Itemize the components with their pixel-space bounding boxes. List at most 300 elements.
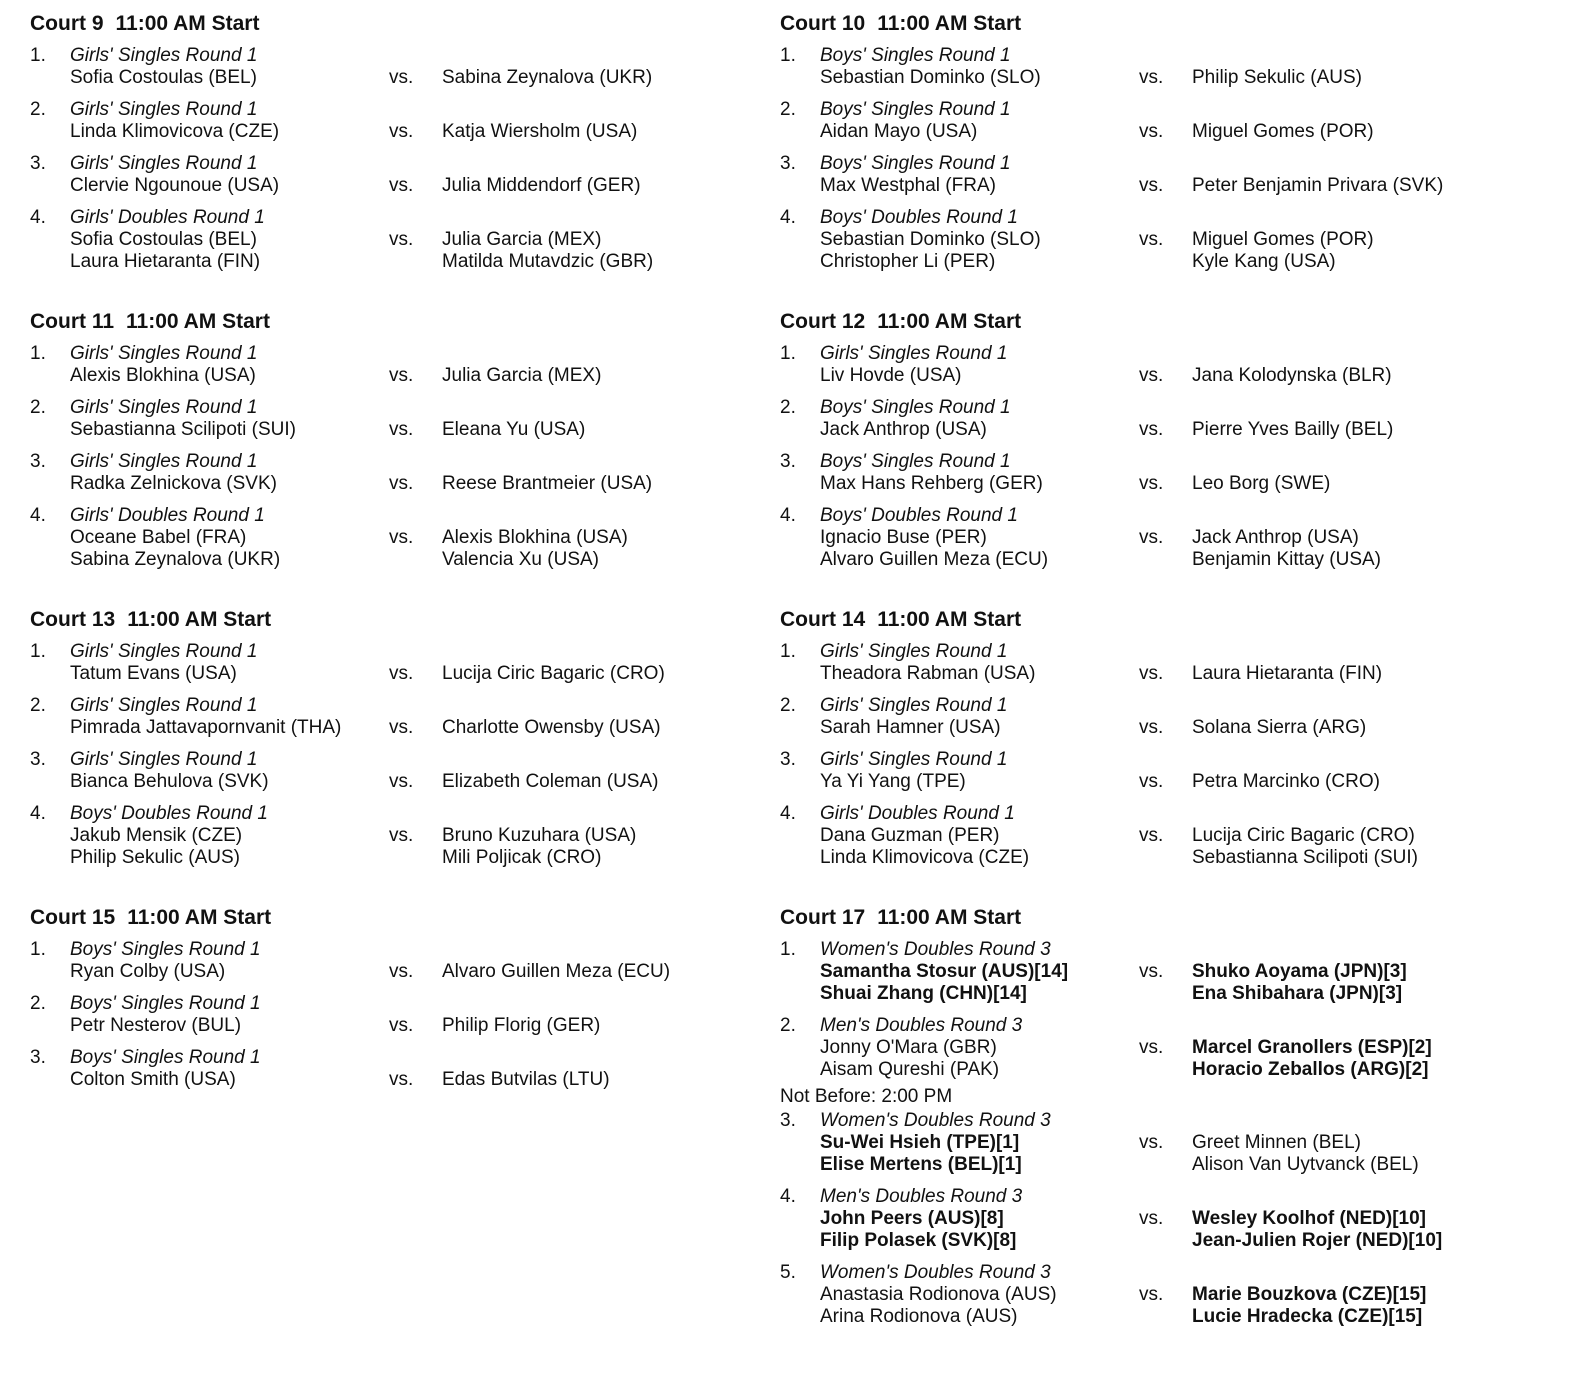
- player-right: Kyle Kang (USA): [1192, 251, 1336, 272]
- player-right: Leo Borg (SWE): [1192, 473, 1331, 494]
- player-right: Jack Anthrop (USA): [1192, 527, 1359, 548]
- player-row: [780, 527, 1520, 549]
- player-left: Alexis Blokhina (USA): [70, 365, 256, 386]
- player-left: Colton Smith (USA): [70, 1069, 236, 1090]
- player-right: Jean-Julien Rojer (NED)[10]: [1192, 1230, 1443, 1251]
- player-right: Lucie Hradecka (CZE)[15]: [1192, 1306, 1423, 1327]
- versus-label: vs.: [389, 825, 414, 846]
- match-item: [30, 45, 770, 89]
- match-header: [30, 99, 770, 121]
- player-left: Samantha Stosur (AUS)[14]: [820, 961, 1069, 982]
- player-left: Max Hans Rehberg (GER): [820, 473, 1043, 494]
- player-left: Arina Rodionova (AUS): [820, 1306, 1018, 1327]
- player-left: Tatum Evans (USA): [70, 663, 237, 684]
- match-header: [30, 641, 770, 663]
- player-left: Su-Wei Hsieh (TPE)[1]: [820, 1132, 1020, 1153]
- match-item: [780, 749, 1520, 793]
- player-row: [30, 365, 770, 387]
- court-name: Court 12: [780, 310, 866, 333]
- match-number: 4.: [30, 207, 46, 228]
- match-item: [780, 803, 1520, 869]
- player-right: Benjamin Kittay (USA): [1192, 549, 1382, 570]
- match-item: [30, 99, 770, 143]
- match-item: [30, 1047, 770, 1091]
- player-row: [30, 663, 770, 685]
- match-item: [780, 99, 1520, 143]
- versus-label: vs.: [389, 365, 414, 386]
- player-left: Clervie Ngounoue (USA): [70, 175, 280, 196]
- versus-label: vs.: [1139, 419, 1164, 440]
- player-row: [780, 121, 1520, 143]
- player-left: Sebastianna Scilipoti (SUI): [70, 419, 296, 440]
- player-left: Aisam Qureshi (PAK): [820, 1059, 1000, 1080]
- player-right: Jana Kolodynska (BLR): [1192, 365, 1392, 386]
- match-item: [780, 1186, 1520, 1252]
- versus-label: vs.: [389, 175, 414, 196]
- court-title: [30, 605, 770, 635]
- match-number: 1.: [780, 641, 796, 662]
- player-row: [780, 1132, 1520, 1154]
- court-section-court-17: [780, 903, 1520, 1338]
- versus-label: vs.: [1139, 121, 1164, 142]
- match-header: [780, 1186, 1520, 1208]
- match-round: Girls' Singles Round 1: [820, 695, 1008, 716]
- player-row: [780, 175, 1520, 197]
- player-left: Sabina Zeynalova (UKR): [70, 549, 281, 570]
- match-round: Women's Doubles Round 3: [820, 939, 1051, 960]
- versus-label: vs.: [1139, 825, 1164, 846]
- match-number: 3.: [780, 451, 796, 472]
- match-round: Girls' Singles Round 1: [70, 749, 258, 770]
- player-right: Ena Shibahara (JPN)[3]: [1192, 983, 1403, 1004]
- match-round: Men's Doubles Round 3: [820, 1015, 1023, 1036]
- player-row: [30, 175, 770, 197]
- player-left: Sebastian Dominko (SLO): [820, 67, 1041, 88]
- player-left: Jakub Mensik (CZE): [70, 825, 243, 846]
- player-row: [780, 1230, 1520, 1252]
- match-header: [780, 1110, 1520, 1132]
- match-item: [30, 207, 770, 273]
- player-left: Ya Yi Yang (TPE): [820, 771, 966, 792]
- player-row: [30, 961, 770, 983]
- match-round: Boys' Doubles Round 1: [70, 803, 268, 824]
- player-left: Aidan Mayo (USA): [820, 121, 978, 142]
- court-section-court-14: [780, 605, 1520, 879]
- player-left: Alvaro Guillen Meza (ECU): [820, 549, 1049, 570]
- match-item: [780, 153, 1520, 197]
- match-item: [30, 397, 770, 441]
- match-header: [780, 695, 1520, 717]
- match-header: [780, 45, 1520, 67]
- match-item: [30, 641, 770, 685]
- player-row: [30, 847, 770, 869]
- match-round: Women's Doubles Round 3: [820, 1110, 1051, 1131]
- court-title: [30, 903, 770, 933]
- court-name: Court 14: [780, 608, 866, 631]
- player-right: Shuko Aoyama (JPN)[3]: [1192, 961, 1407, 982]
- player-row: [780, 549, 1520, 571]
- player-row: [30, 717, 770, 739]
- court-section-court-15: [30, 903, 770, 1101]
- match-header: [30, 695, 770, 717]
- match-number: 5.: [780, 1262, 796, 1283]
- match-round: Boys' Singles Round 1: [70, 939, 261, 960]
- player-left: Anastasia Rodionova (AUS): [820, 1284, 1057, 1305]
- match-number: 4.: [780, 1186, 796, 1207]
- match-number: 2.: [780, 1015, 796, 1036]
- match-round: Girls' Doubles Round 1: [70, 207, 265, 228]
- versus-label: vs.: [389, 527, 414, 548]
- match-number: 3.: [30, 1047, 46, 1068]
- versus-label: vs.: [389, 771, 414, 792]
- match-number: 1.: [30, 343, 46, 364]
- versus-label: vs.: [1139, 1284, 1164, 1305]
- court-start-time: 11:00 AM Start: [127, 906, 272, 929]
- court-section-court-12: [780, 307, 1520, 581]
- match-number: 2.: [780, 397, 796, 418]
- player-right: Philip Sekulic (AUS): [1192, 67, 1362, 88]
- match-header: [30, 505, 770, 527]
- player-left: Bianca Behulova (SVK): [70, 771, 269, 792]
- player-row: [30, 1015, 770, 1037]
- match-round: Men's Doubles Round 3: [820, 1186, 1023, 1207]
- player-left: John Peers (AUS)[8]: [820, 1208, 1004, 1229]
- versus-label: vs.: [389, 961, 414, 982]
- player-right: Sebastianna Scilipoti (SUI): [1192, 847, 1418, 868]
- player-right: Lucija Ciric Bagaric (CRO): [1192, 825, 1415, 846]
- player-right: Reese Brantmeier (USA): [442, 473, 653, 494]
- match-header: [780, 397, 1520, 419]
- versus-label: vs.: [1139, 527, 1164, 548]
- player-row: [780, 473, 1520, 495]
- player-left: Liv Hovde (USA): [820, 365, 962, 386]
- player-right: Alexis Blokhina (USA): [442, 527, 628, 548]
- player-row: [780, 365, 1520, 387]
- player-right: Katja Wiersholm (USA): [442, 121, 638, 142]
- player-row: [780, 1154, 1520, 1176]
- match-number: 2.: [780, 99, 796, 120]
- match-header: [30, 993, 770, 1015]
- match-header: [30, 803, 770, 825]
- player-row: [780, 961, 1520, 983]
- match-round: Girls' Singles Round 1: [70, 695, 258, 716]
- match-round: Girls' Singles Round 1: [70, 99, 258, 120]
- player-left: Linda Klimovicova (CZE): [70, 121, 280, 142]
- player-row: [30, 549, 770, 571]
- player-right: Miguel Gomes (POR): [1192, 121, 1374, 142]
- player-right: Julia Garcia (MEX): [442, 365, 602, 386]
- versus-label: vs.: [389, 121, 414, 142]
- player-row: [30, 229, 770, 251]
- versus-label: vs.: [1139, 67, 1164, 88]
- court-name: Court 15: [30, 906, 116, 929]
- player-row: [780, 251, 1520, 273]
- match-number: 1.: [30, 45, 46, 66]
- player-right: Marcel Granollers (ESP)[2]: [1192, 1037, 1432, 1058]
- player-left: Pimrada Jattavapornvanit (THA): [70, 717, 342, 738]
- match-number: 1.: [780, 939, 796, 960]
- player-left: Sofia Costoulas (BEL): [70, 67, 257, 88]
- player-left: Elise Mertens (BEL)[1]: [820, 1154, 1022, 1175]
- player-row: [780, 825, 1520, 847]
- match-header: [30, 397, 770, 419]
- match-item: [780, 207, 1520, 273]
- player-right: Matilda Mutavdzic (GBR): [442, 251, 654, 272]
- court-name: Court 10: [780, 12, 866, 35]
- player-right: Mili Poljicak (CRO): [442, 847, 602, 868]
- court-section-court-10: [780, 9, 1520, 283]
- match-round: Women's Doubles Round 3: [820, 1262, 1051, 1283]
- player-left: Ignacio Buse (PER): [820, 527, 987, 548]
- match-number: 1.: [780, 343, 796, 364]
- player-row: [780, 663, 1520, 685]
- match-number: 3.: [30, 749, 46, 770]
- player-right: Alvaro Guillen Meza (ECU): [442, 961, 671, 982]
- player-left: Sofia Costoulas (BEL): [70, 229, 257, 250]
- match-item: [780, 343, 1520, 387]
- versus-label: vs.: [1139, 717, 1164, 738]
- player-left: Petr Nesterov (BUL): [70, 1015, 242, 1036]
- player-row: [780, 1037, 1520, 1059]
- versus-label: vs.: [1139, 473, 1164, 494]
- player-row: [780, 1306, 1520, 1328]
- match-round: Girls' Singles Round 1: [820, 641, 1008, 662]
- match-round: Boys' Singles Round 1: [820, 45, 1011, 66]
- player-right: Laura Hietaranta (FIN): [1192, 663, 1383, 684]
- match-header: [780, 207, 1520, 229]
- versus-label: vs.: [1139, 229, 1164, 250]
- match-round: Girls' Singles Round 1: [70, 641, 258, 662]
- match-header: [30, 343, 770, 365]
- court-start-time: 11:00 AM Start: [127, 608, 272, 631]
- match-round: Boys' Doubles Round 1: [820, 207, 1018, 228]
- match-round: Girls' Singles Round 1: [70, 343, 258, 364]
- match-item: [780, 1110, 1520, 1176]
- match-round: Girls' Singles Round 1: [70, 397, 258, 418]
- player-right: Charlotte Owensby (USA): [442, 717, 661, 738]
- match-number: 2.: [30, 695, 46, 716]
- player-right: Solana Sierra (ARG): [1192, 717, 1367, 738]
- player-row: [780, 771, 1520, 793]
- match-item: [780, 505, 1520, 571]
- versus-label: vs.: [1139, 365, 1164, 386]
- match-header: [780, 939, 1520, 961]
- court-name: Court 13: [30, 608, 116, 631]
- player-row: [780, 419, 1520, 441]
- match-number: 3.: [780, 153, 796, 174]
- player-row: [30, 419, 770, 441]
- match-item: [780, 397, 1520, 441]
- match-item: [780, 1262, 1520, 1328]
- player-right: Julia Middendorf (GER): [442, 175, 641, 196]
- player-right: Alison Van Uytvanck (BEL): [1192, 1154, 1419, 1175]
- match-header: [780, 641, 1520, 663]
- match-round: Girls' Singles Round 1: [820, 343, 1008, 364]
- player-row: [30, 825, 770, 847]
- match-item: [30, 749, 770, 793]
- court-start-time: 11:00 AM Start: [115, 12, 260, 35]
- court-title: [780, 903, 1520, 933]
- match-round: Girls' Doubles Round 1: [70, 505, 265, 526]
- court-section-court-11: [30, 307, 770, 581]
- match-number: 3.: [30, 153, 46, 174]
- player-left: Sebastian Dominko (SLO): [820, 229, 1041, 250]
- match-number: 3.: [780, 1110, 796, 1131]
- court-start-time: 11:00 AM Start: [877, 608, 1022, 631]
- versus-label: vs.: [1139, 663, 1164, 684]
- court-start-time: 11:00 AM Start: [877, 906, 1022, 929]
- match-number: 2.: [30, 993, 46, 1014]
- match-header: [780, 451, 1520, 473]
- player-row: [780, 983, 1520, 1005]
- match-round: Girls' Doubles Round 1: [820, 803, 1015, 824]
- versus-label: vs.: [389, 663, 414, 684]
- player-right: Wesley Koolhof (NED)[10]: [1192, 1208, 1427, 1229]
- match-item: [30, 505, 770, 571]
- player-right: Petra Marcinko (CRO): [1192, 771, 1380, 792]
- player-left: Christopher Li (PER): [820, 251, 996, 272]
- player-left: Dana Guzman (PER): [820, 825, 1000, 846]
- player-row: [780, 847, 1520, 869]
- court-title: [780, 9, 1520, 39]
- match-number: 4.: [30, 505, 46, 526]
- match-number: 4.: [780, 207, 796, 228]
- court-title: [780, 605, 1520, 635]
- match-item: [780, 45, 1520, 89]
- player-right: Bruno Kuzuhara (USA): [442, 825, 637, 846]
- player-right: Miguel Gomes (POR): [1192, 229, 1374, 250]
- match-header: [30, 153, 770, 175]
- match-round: Boys' Singles Round 1: [70, 1047, 261, 1068]
- match-round: Girls' Singles Round 1: [70, 153, 258, 174]
- court-title: [30, 9, 770, 39]
- versus-label: vs.: [389, 229, 414, 250]
- match-round: Girls' Singles Round 1: [820, 749, 1008, 770]
- match-number: 2.: [780, 695, 796, 716]
- match-item: [30, 451, 770, 495]
- player-row: [30, 67, 770, 89]
- match-number: 4.: [780, 803, 796, 824]
- player-left: Shuai Zhang (CHN)[14]: [820, 983, 1027, 1004]
- player-left: Laura Hietaranta (FIN): [70, 251, 261, 272]
- match-item: [30, 153, 770, 197]
- player-right: Marie Bouzkova (CZE)[15]: [1192, 1284, 1427, 1305]
- match-header: [30, 749, 770, 771]
- player-right: Peter Benjamin Privara (SVK): [1192, 175, 1444, 196]
- court-name: Court 9: [30, 12, 104, 35]
- match-number: 4.: [30, 803, 46, 824]
- match-number: 3.: [780, 749, 796, 770]
- player-left: Filip Polasek (SVK)[8]: [820, 1230, 1017, 1251]
- match-header: [30, 1047, 770, 1069]
- match-item: [780, 939, 1520, 1005]
- match-header: [30, 45, 770, 67]
- court-section-court-9: [30, 9, 770, 283]
- match-round: Girls' Singles Round 1: [70, 45, 258, 66]
- versus-label: vs.: [1139, 961, 1164, 982]
- player-row: [30, 771, 770, 793]
- match-item: [30, 939, 770, 983]
- player-left: Sarah Hamner (USA): [820, 717, 1001, 738]
- player-left: Theadora Rabman (USA): [820, 663, 1036, 684]
- player-row: [30, 251, 770, 273]
- match-item: [780, 1015, 1520, 1081]
- player-row: [780, 1059, 1520, 1081]
- match-round: Boys' Singles Round 1: [70, 993, 261, 1014]
- court-name: Court 11: [30, 310, 115, 333]
- player-left: Ryan Colby (USA): [70, 961, 226, 982]
- player-right: Valencia Xu (USA): [442, 549, 599, 570]
- match-number: 2.: [30, 99, 46, 120]
- match-number: 4.: [780, 505, 796, 526]
- versus-label: vs.: [389, 1015, 414, 1036]
- court-start-time: 11:00 AM Start: [877, 310, 1022, 333]
- match-item: [780, 451, 1520, 495]
- versus-label: vs.: [389, 419, 414, 440]
- player-row: [780, 229, 1520, 251]
- match-item: [30, 803, 770, 869]
- match-header: [780, 153, 1520, 175]
- player-right: Edas Butvilas (LTU): [442, 1069, 610, 1090]
- player-left: Oceane Babel (FRA): [70, 527, 247, 548]
- match-header: [30, 207, 770, 229]
- player-right: Elizabeth Coleman (USA): [442, 771, 659, 792]
- versus-label: vs.: [1139, 1037, 1164, 1058]
- versus-label: vs.: [1139, 771, 1164, 792]
- match-header: [780, 1015, 1520, 1037]
- player-row: [30, 527, 770, 549]
- match-item: [30, 695, 770, 739]
- match-number: 1.: [30, 641, 46, 662]
- player-right: Pierre Yves Bailly (BEL): [1192, 419, 1394, 440]
- match-round: Boys' Singles Round 1: [820, 99, 1011, 120]
- player-right: Julia Garcia (MEX): [442, 229, 602, 250]
- match-number: 1.: [30, 939, 46, 960]
- player-right: Lucija Ciric Bagaric (CRO): [442, 663, 665, 684]
- player-row: [780, 717, 1520, 739]
- player-row: [780, 1208, 1520, 1230]
- match-round: Boys' Singles Round 1: [820, 397, 1011, 418]
- match-round: Boys' Singles Round 1: [820, 153, 1011, 174]
- match-header: [780, 505, 1520, 527]
- player-row: [30, 473, 770, 495]
- player-left: Linda Klimovicova (CZE): [820, 847, 1030, 868]
- player-right: Philip Florig (GER): [442, 1015, 601, 1036]
- match-number: 3.: [30, 451, 46, 472]
- match-item: [780, 641, 1520, 685]
- player-left: Radka Zelnickova (SVK): [70, 473, 277, 494]
- match-round: Boys' Doubles Round 1: [820, 505, 1018, 526]
- match-item: [780, 695, 1520, 739]
- match-item: [30, 343, 770, 387]
- player-left: Jack Anthrop (USA): [820, 419, 987, 440]
- match-item: [30, 993, 770, 1037]
- match-round: Girls' Singles Round 1: [70, 451, 258, 472]
- court-name: Court 17: [780, 906, 866, 929]
- versus-label: vs.: [1139, 1132, 1164, 1153]
- player-right: Horacio Zeballos (ARG)[2]: [1192, 1059, 1429, 1080]
- court-title: [780, 307, 1520, 337]
- versus-label: vs.: [1139, 175, 1164, 196]
- player-left: Philip Sekulic (AUS): [70, 847, 240, 868]
- match-header: [780, 1262, 1520, 1284]
- match-header: [780, 99, 1520, 121]
- match-header: [780, 803, 1520, 825]
- player-left: Jonny O'Mara (GBR): [820, 1037, 997, 1058]
- match-number: 1.: [780, 45, 796, 66]
- court-start-time: 11:00 AM Start: [877, 12, 1022, 35]
- versus-label: vs.: [389, 67, 414, 88]
